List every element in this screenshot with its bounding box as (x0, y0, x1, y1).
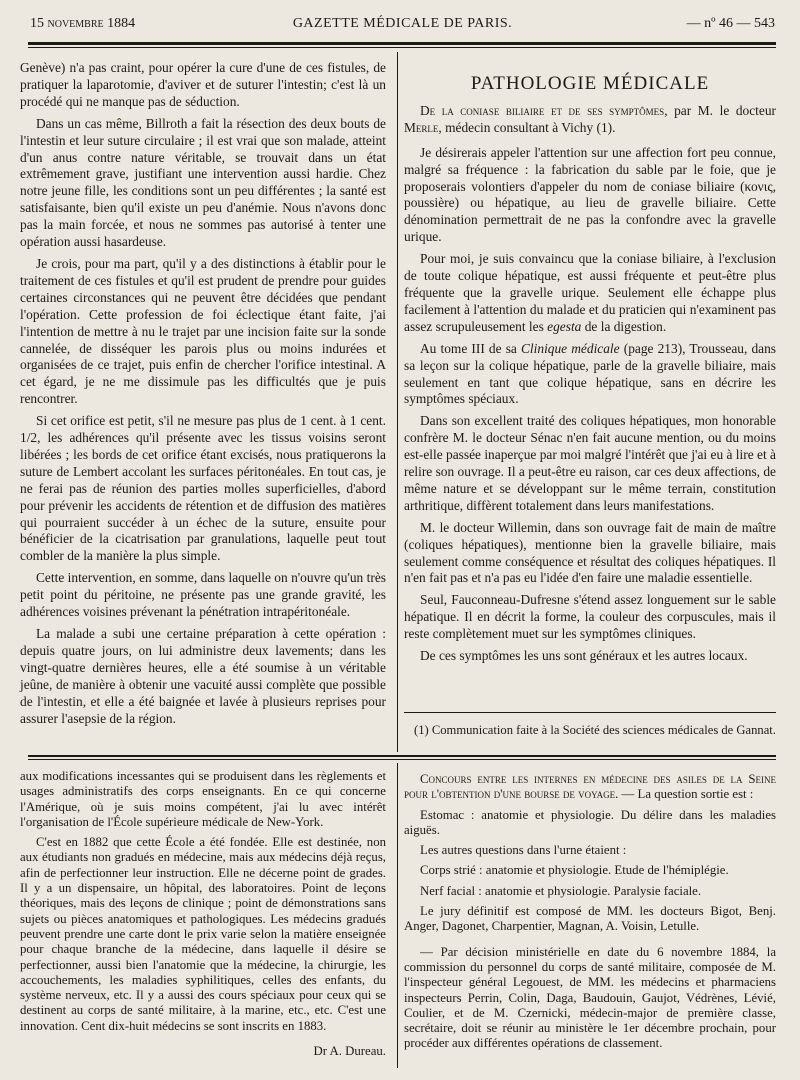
header-rule-thin (28, 47, 776, 48)
signature: Dr A. Dureau. (313, 1044, 386, 1059)
paragraph: Pour moi, je suis convaincu que la coniase biliaire, à l'exclusion de toute colique hépatique, est aussi fréquente et peut-être plus fréquente que la gravelle urique. Seulement elle échappe plus facilement à l'attention du malade et du praticien qui n'examinent pas assez scrupuleusement les egesta de la digestion. (404, 251, 776, 334)
article-title: De la coniase biliaire et de ses symptômes (420, 102, 665, 118)
footnote-rule (404, 712, 776, 713)
paragraph: Je désirerais appeler l'attention sur une affection fort peu connue, malgré sa fréquence : la fabrication du sable par le foie, que je proposerais volontiers d'appeler du nom de coniase biliaire (κονις, poussière) ou hépatique, au lieu de gravelle biliaire. Cette dénomination permettrait de ne pas la confondre avec la gravelle urique. (404, 144, 776, 245)
concours-title: Concours entre les internes en médecine des asiles de la Seine pour l'obtention d'une bourse de voyage. (404, 772, 776, 802)
paragraph: Si cet orifice est petit, s'il ne mesure pas plus de 1 cent. à 1 cent. 1/2, les adhérences qu'il présente avec les tissus voisins seront libérées ; les bords de cet orifice étant excisés, nous pratiquerons la suture de Lembert accolant les surfaces péritonéales. En tout cas, je ne ferai pas de réunion des parties molles superficielles, d'abord pour prévenir les accidents de rétention et de diffusion des matières qui pourraient succéder à un échec de la suture, ensuite pour bénéficier de la cicatrisation par granulations, laquelle peut tout combler de la manière la plus simple. (20, 413, 386, 564)
right-column-article (404, 74, 776, 670)
paragraph: Cette intervention, en somme, dans laquelle on n'ouvre qu'un très petit point du péritoine, ne présente pas une grande gravité, les adhérences voisines prévenant la pénétration intrapéritonéale. (20, 570, 386, 620)
footnote (404, 722, 776, 743)
section-divider-thin (28, 759, 776, 760)
left-column-continuation (20, 769, 386, 1064)
column-divider-bottom (397, 763, 398, 1068)
paragraph: Nerf facial : anatomie et physiologie. Paralysie faciale. (420, 883, 702, 898)
paragraph: C'est en 1882 que cette École a été fondée. Elle est destinée, non aux étudiants non gradués en médecine, mais aux médecins déjà reçus, afin de perfectionner leur instruction. Elle ne décerne point de grades. Il y a un dispensaire, un hôpital, des laboratoires. Point de leçons théoriques, mais des leçons de clinique ; point de démonstrations sans sujets ou pièces anatomiques et pathologiques. Les médecins gradués peuvent prendre une carte dont le prix varie selon la matière enseignée pour chaque branche de la médecine, dans laquelle il désire se perfectionner, aussi bien l'anatomie que la médecine, la chirurgie, les accouchements, les maladies syphilitiques, celles des enfants, du système nerveux, etc. Il y a aussi des cours spéciaux pour ceux qui se destinent au corps de santé militaire, à la marine, etc., etc. C'est une innovation. Cent dix-huit médecins se sont inscrits en 1883. (20, 835, 386, 1033)
paragraph: Le jury définitif est composé de MM. les docteurs Bigot, Benj. Anger, Dagonet, Charpentier, Magnan, A. Voisin, Letulle. (404, 904, 776, 934)
paragraph: — Par décision ministérielle en date du 6 novembre 1884, la commission du personnel du corps de santé militaire, composée de M. l'inspecteur général Legouest, de MM. les médecins et pharmaciens inspecteurs Perrin, Colin, Daga, Baudouin, Gaujot, Védrènes, Lévié, Coulier, et de M. Czernicki, médecin-major de première classe, secrétaire, doit se réunir au ministère le 1er décembre prochain, pour procéder aux différentes opérations de classement. (404, 944, 776, 1051)
header-date: 15 novembre 1884 (30, 16, 136, 31)
paragraph: Estomac : anatomie et physiologie. Du délire dans les maladies aiguës. (404, 807, 776, 837)
paragraph: Genève) n'a pas craint, pour opérer la cure d'une de ces fistules, de pratiquer la laparotomie, d'aviver et de suturer l'intestin; c'est là un procédé qui ne manque pas de séduction. (20, 60, 386, 109)
page-number: — nº 46 — 543 (686, 16, 775, 31)
paragraph: Seul, Fauconneau-Dufresne s'étend assez longuement sur le sable hépatique. Il en décrit la forme, la couleur des corpuscules, mais il reste complètement muet sur les symptômes cliniques. (404, 592, 776, 642)
paragraph: De ces symptômes les uns sont généraux et les autres locaux. (420, 648, 748, 664)
section-title: PATHOLOGIE MÉDICALE (470, 73, 710, 94)
paragraph: Au tome III de sa Clinique médicale (page 213), Trousseau, dans sa leçon sur la colique hépatique, parle de la gravelle biliaire, mais seulement en tant que colique hépatique, sans en décrire les symptômes spéciaux. (404, 340, 776, 407)
paragraph: Je crois, pour ma part, qu'il y a des distinctions à établir pour le traitement de ces fistules et qu'il est prudent de prendre pour guides certaines circonstances qui ne peuvent être décidées que pendant l'opération. Cette profession de foi éclectique étant faite, j'ai l'intention de mettre à nu le trajet par une incision faite sur la sonde cannelée, de disséquer les parois plus ou moins indurées et organisées de ce trajet, puis enfin de chercher l'orifice intestinal. A cet égard, je ne me dissimule pas les difficultés que je puis rencontrer. (20, 255, 386, 407)
article-heading: De la coniase biliaire et de ses symptômes, par M. le docteur Merle, médecin consultant à Vichy (1). (404, 102, 776, 135)
paragraph: Dans un cas même, Billroth a fait la résection des deux bouts de l'intestin et leur suture circulaire ; il est vrai que son malade, atteint d'un anus contre nature véritable, se trouvait dans un état extrêmement grave, justifiant une intervention aussi hardie. Chez notre jeune fille, les conditions sont un peu différentes ; la santé est satisfaisante, bien qu'il existe un peu d'anémie. Nous n'avons donc pas la main forcée, et nous ne sommes pas autorisé à tenter une opération aussi hasardeuse. (20, 115, 386, 250)
paragraph: Corps strié : anatomie et physiologie. Etude de l'hémiplégie. (420, 863, 729, 878)
header-rule-thick (28, 42, 776, 45)
paragraph: M. le docteur Willemin, dans son ouvrage fait de main de maître (coliques hépatiques), mentionne bien la gravelle biliaire, mais seulement comme conséquence et résultat des coliques hépatiques. Il n'en fait pas et n'a pas eu l'idée d'en faire une maladie essentielle. (404, 519, 776, 586)
column-divider-top (397, 52, 398, 752)
author-name: Merle (404, 119, 439, 135)
right-column-news (404, 772, 776, 1057)
section-divider-thick (28, 755, 776, 757)
paragraph: La malade a subi une certaine préparation à cette opération : depuis quatre jours, on lui administre deux lavements; dans les vingt-quatre dernières heures, elle a été soumise à un véritable jeûne, de manière à obtenir une vacuité aussi complète que possible de l'intestin, et elle a été baignée et lavée à plusieurs reprises pour assurer l'asepsie de la région. (20, 626, 386, 726)
paragraph: aux modifications incessantes qui se produisent dans les règlements et usages administratifs des corps enseignants. En ce qui concerne l'Amérique, où je suis moins compétent, j'ai lu avec intérêt l'organisation de l'École supérieure médicale de New-York. (20, 769, 386, 829)
page-header (30, 16, 775, 38)
left-column-article (20, 60, 386, 732)
concours-announcement: Concours entre les internes en médecine des asiles de la Seine pour l'obtention d'une bourse de voyage. — La question sortie est : (404, 772, 776, 802)
journal-title: GAZETTE MÉDICALE DE PARIS. (292, 16, 513, 31)
footnote-text: (1) Communication faite à la Société des sciences médicales de Gannat. (414, 723, 776, 737)
paragraph: Dans son excellent traité des coliques hépatiques, mon honorable confrère M. le docteur Sénac n'en fait aucune mention, ou du moins est-elle passée inaperçue par moi malgré l'intérêt que j'ai eu à lire et à relire son ouvrage. Il a peut-être eu raison, car ces deux affections, de même nature et se développant sur le même terrain, constitution arthritique, diffèrent totalement dans leurs manifestations. (404, 413, 776, 513)
paragraph: Les autres questions dans l'urne étaient : (420, 843, 627, 858)
